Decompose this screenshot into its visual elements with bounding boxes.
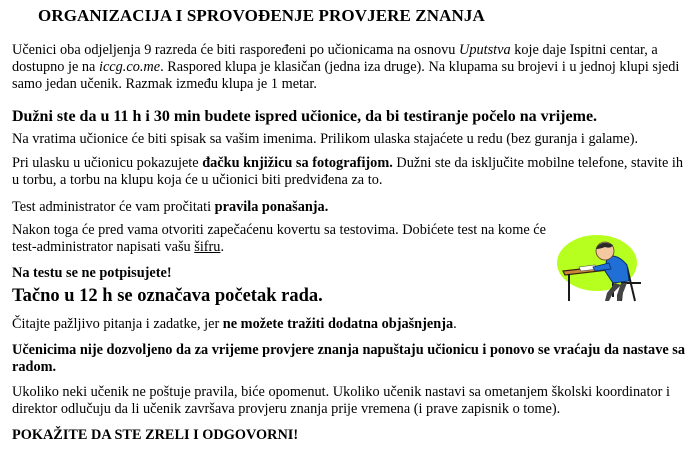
text-run: .: [220, 239, 225, 255]
closing-statement: POKAŽITE DA STE ZRELI I ODGOVORNI!: [12, 427, 299, 443]
text-run: Dužni ste da isključite mobilne telefone, stavite ih u torbu, a torbu na klupu koja će u učionici biti predviđena za to.: [12, 155, 684, 188]
text-run: koje daje Ispitni centar, a dostupno je na: [12, 42, 658, 75]
paragraph-rules: [12, 199, 328, 216]
paragraph-door-list: Na vratima učionice će biti spisak sa vašim imenima. Prilikom ulaska stajaćete u redu (bez guranja i galame).: [12, 131, 639, 147]
rules-text: pravila ponašanja.: [214, 199, 329, 215]
text-run: Pri ulasku u učionicu pokazujete: [12, 155, 203, 171]
paragraph-entry: [12, 155, 688, 189]
text-run: .: [453, 316, 457, 332]
paragraph-start-time: Tačno u 12 h se označava početak rada.: [12, 286, 323, 306]
text-run: Nakon toga će pred vama otvoriti zapečaćenu kovertu sa testovima. Dobićete test na kome će test-administrator napisati vašu: [12, 222, 546, 255]
student-id-text: đačku knjižicu sa fotografijom.: [202, 155, 393, 171]
paragraph-arrival-time: Dužni ste da u 11 h i 30 min budete ispred učionice, da bi testiranje počelo na vrijeme.: [12, 108, 598, 125]
text-run: Učenici oba odjeljenja 9 razreda će biti raspoređeni po učionicama na osnovu: [12, 42, 459, 58]
paragraph-consequences: Ukoliko neki učenik ne poštuje pravila, biće opomenut. Ukoliko učenik nastavi sa ometanjem školski koordinator i direktor odlučuju da li učenik završava provjeru znanja prije vremena (i prave zapisnik o tome).: [12, 384, 670, 417]
uputstva-text: Uputstva: [459, 42, 511, 58]
student-at-desk-icon: [555, 227, 651, 307]
paragraph-seating: [12, 42, 688, 93]
text-run: . Raspored klupa je klasičan (jedna iza druge). Na klupama su brojevi i u jednoj klupi sjedi samo jedan učenik. Razmak između klupa je 1 metar.: [12, 59, 680, 92]
text-run: Čitajte pažljivo pitanja i zadatke, jer: [12, 316, 223, 332]
no-explanations-text: ne možete tražiti dodatna objašnjenja: [222, 316, 454, 332]
text-run: Test administrator će vam pročitati: [12, 199, 215, 215]
paragraph-envelope: [12, 222, 572, 256]
document-title: ORGANIZACIJA I SPROVOĐENJE PROVJERE ZNANJA: [38, 6, 485, 25]
paragraph-questions: [12, 316, 457, 333]
website-text: iccg.co.me: [98, 59, 161, 75]
paragraph-no-leaving: Učenicima nije dozvoljeno da za vrijeme provjere znanja napuštaju učionicu i ponovo se vraćaju da nastave sa radom.: [12, 342, 685, 375]
paragraph-no-signature: Na testu se ne potpisujete!: [12, 265, 172, 281]
code-text: šifru: [194, 239, 221, 255]
